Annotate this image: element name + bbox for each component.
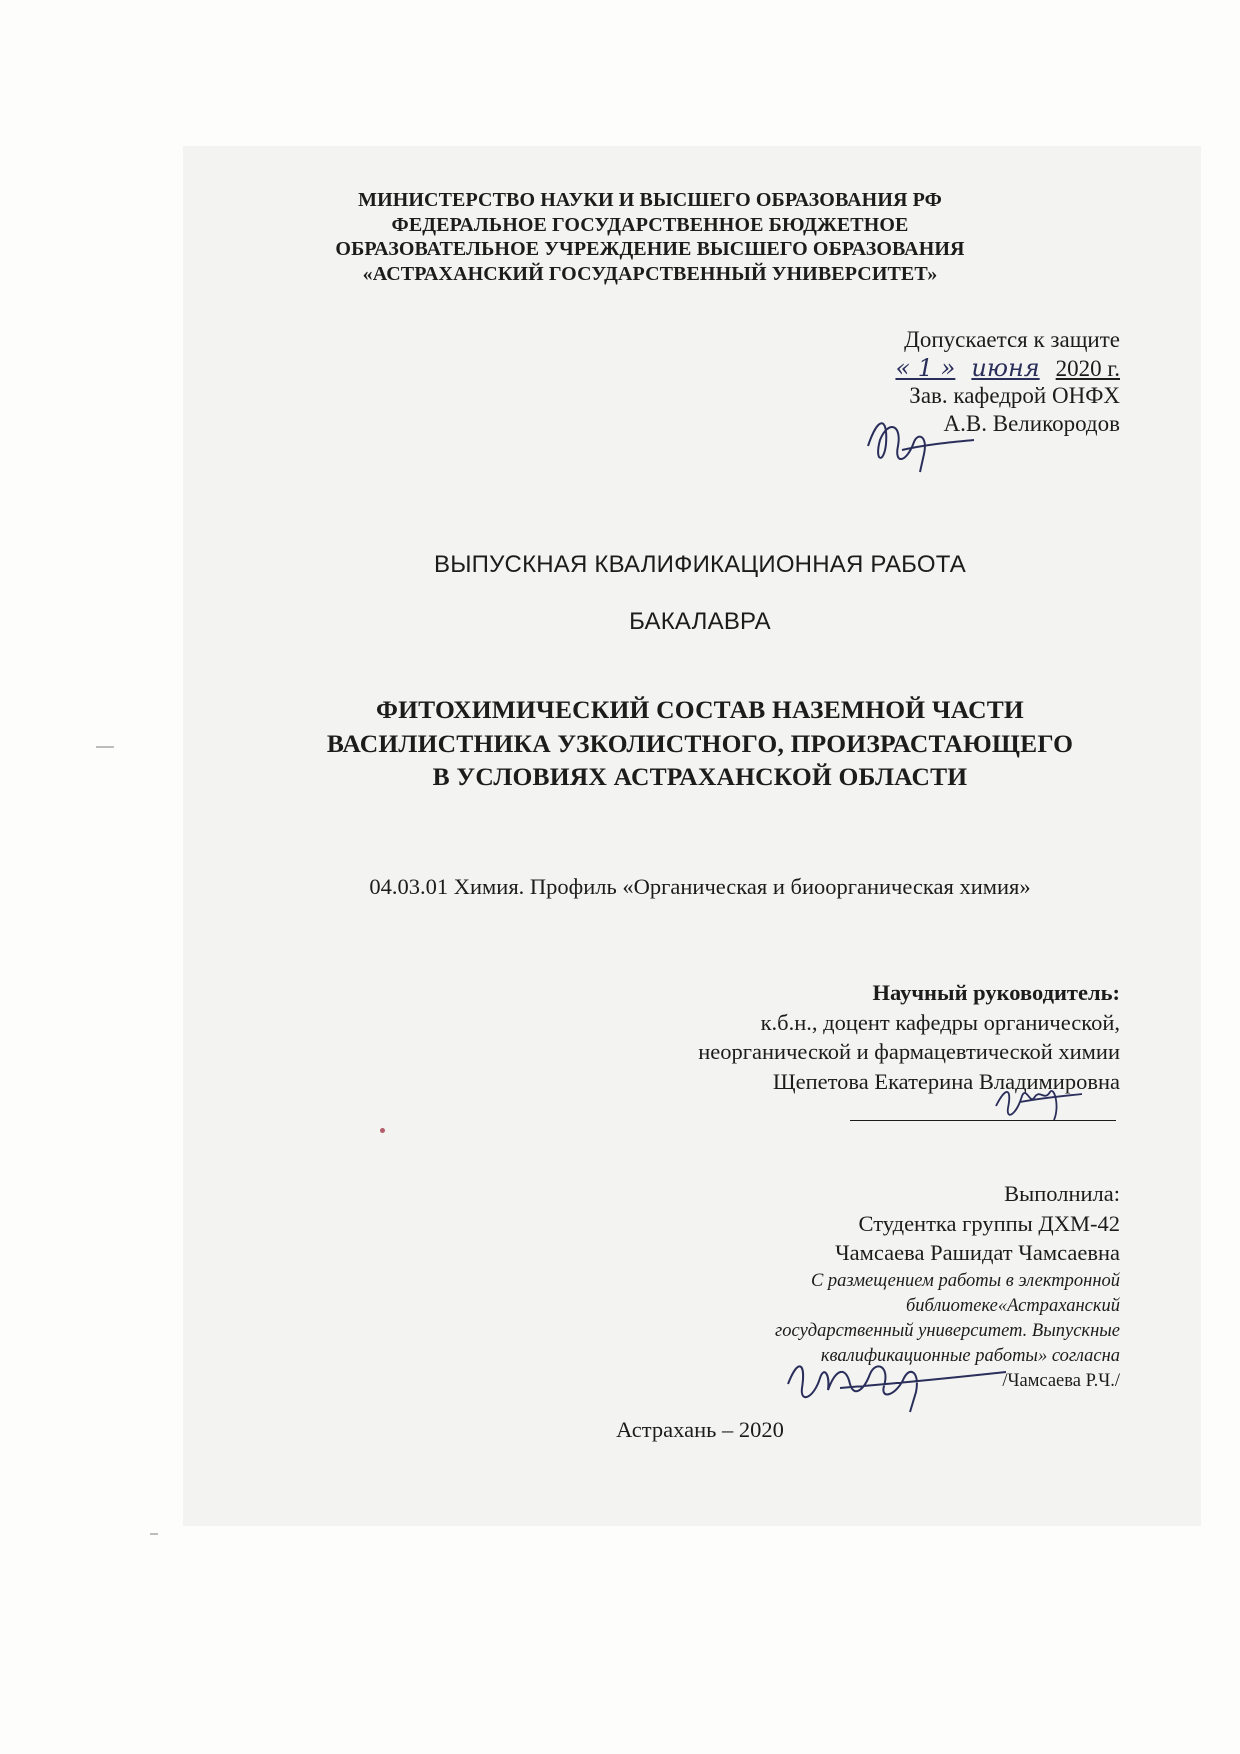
head-of-department-name: А.В. Великородов bbox=[943, 410, 1120, 436]
city-year: Астрахань – 2020 bbox=[616, 1417, 784, 1442]
supervisor-position: к.б.н., доцент кафедры органической, bbox=[760, 1009, 1120, 1035]
institution-header bbox=[300, 188, 1000, 286]
consent-line: библиотеке«Астраханский bbox=[905, 1296, 1120, 1316]
scan-mark bbox=[96, 746, 114, 748]
work-type-line: ВЫПУСКНАЯ КВАЛИФИКАЦИОННАЯ РАБОТА bbox=[434, 551, 966, 578]
supervisor-position: неорганической и фармацевтической химии bbox=[698, 1039, 1120, 1064]
author-block bbox=[560, 1180, 1120, 1269]
work-type bbox=[160, 550, 1240, 664]
approval-year: 2020 г. bbox=[1055, 355, 1120, 381]
scan-mark bbox=[380, 1128, 385, 1133]
approval-date bbox=[800, 354, 1120, 383]
scan-mark bbox=[150, 1533, 158, 1535]
supervisor-signature-icon bbox=[990, 1076, 1086, 1126]
work-type-line: БАКАЛАВРА bbox=[629, 608, 771, 635]
approval-month: июня bbox=[971, 353, 1040, 382]
title-line: ВАСИЛИСТНИКА УЗКОЛИСТНОГО, ПРОИЗРАСТАЮЩЕГО bbox=[326, 728, 1074, 758]
approval-day: « 1 » bbox=[895, 353, 956, 382]
thesis-title bbox=[200, 694, 1200, 795]
head-of-department-title: Зав. кафедрой ОНФХ bbox=[909, 383, 1120, 409]
author-group: Студентка группы ДХМ-42 bbox=[858, 1210, 1120, 1236]
header-line: «АСТРАХАНСКИЙ ГОСУДАРСТВЕННЫЙ УНИВЕРСИТЕТ» bbox=[362, 262, 938, 285]
header-line: МИНИСТЕРСТВО НАУКИ И ВЫСШЕГО ОБРАЗОВАНИЯ РФ bbox=[358, 189, 942, 211]
header-line: ФЕДЕРАЛЬНОЕ ГОСУДАРСТВЕННОЕ БЮДЖЕТНОЕ bbox=[391, 213, 909, 236]
author-heading: Выполнила: bbox=[1004, 1181, 1120, 1206]
author-signature-icon bbox=[780, 1344, 1010, 1416]
study-profile: 04.03.01 Химия. Профиль «Органическая и биоорганическая химия» bbox=[369, 874, 1031, 899]
supervisor-signature-line bbox=[850, 1120, 1116, 1121]
consent-line: С размещением работы в электронной bbox=[810, 1271, 1120, 1291]
supervisor-name: Щепетова Екатерина Владимировна bbox=[772, 1068, 1120, 1094]
consent-line: государственный университет. Выпускные bbox=[775, 1321, 1120, 1341]
consent-signer: /Чамсаева Р.Ч./ bbox=[1002, 1371, 1120, 1391]
consent-line: квалификационные работы» согласна bbox=[820, 1346, 1120, 1366]
header-line: ОБРАЗОВАТЕЛЬНОЕ УЧРЕЖДЕНИЕ ВЫСШЕГО ОБРАЗОВАНИЯ bbox=[335, 238, 965, 260]
admitted-label: Допускается к защите bbox=[904, 327, 1120, 352]
supervisor-heading: Научный руководитель: bbox=[872, 980, 1120, 1005]
head-signature-icon bbox=[858, 406, 978, 478]
title-line: ФИТОХИМИЧЕСКИЙ СОСТАВ НАЗЕМНОЙ ЧАСТИ bbox=[376, 695, 1024, 724]
author-name: Чамсаева Рашидат Чамсаевна bbox=[835, 1240, 1120, 1265]
title-line: В УСЛОВИЯХ АСТРАХАНСКОЙ ОБЛАСТИ bbox=[432, 762, 968, 791]
